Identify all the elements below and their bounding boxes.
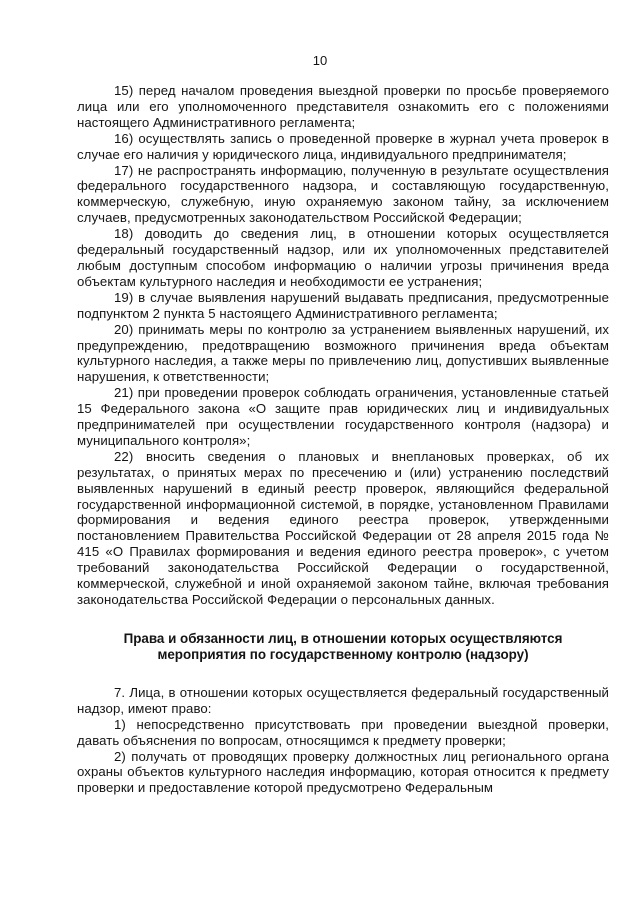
section-heading: Права и обязанности лиц, в отношении которых осуществляются мероприятия по государственному контролю (надзору) [123, 630, 563, 662]
paragraph-item-17: 17) не распространять информацию, полученную в результате осуществления федерального государственного надзора, и составляющую государственную, коммерческую, служебную, иную охраняемую законом тайну, за исключением случаев, предусмотренных законодательством Российской Федерации; [77, 162, 609, 226]
paragraph-item-16: 16) осуществлять запись о проведенной проверке в журнал учета проверок в случае его наличия у юридического лица, индивидуального предпринимателя; [77, 130, 609, 162]
paragraph-item-22: 22) вносить сведения о плановых и внеплановых проверках, об их результатах, о принятых мерах по пресечению и (или) устранению последствий выявленных нарушений в единый реестр проверок, являющийся федеральной государственной информационной системой, в порядке, установленном Правилами формирования и ведения единого реестра проверок, утвержденными постановлением Правительства Российской Федерации от 28 апреля 2015 года № 415 «О Правилах формирования и ведения единого реестра проверок», с учетом требований законодательства Российской Федерации о государственной, коммерческой, служебной и иной охраняемой законом тайне, включая требования законодательства Российской Федерации о персональных данных. [77, 448, 609, 607]
paragraph-clause-7: 7. Лица, в отношении которых осуществляется федеральный государственный надзор, имеют право: [77, 684, 609, 716]
paragraph-item-18: 18) доводить до сведения лиц, в отношении которых осуществляется федеральный государственный надзор, или их уполномоченных представителей любым доступным способом информацию о наличии угрозы причинения вреда объектам культурного наследия и необходимости ее устранения; [77, 226, 609, 289]
document-body [77, 83, 609, 796]
paragraph-item-20: 20) принимать меры по контролю за устранением выявленных нарушений, их предупреждению, предотвращению возможного причинения вреда объектам культурного наследия, а также меры по привлечению лиц, допустивших выявленные нарушения, к ответственности; [77, 321, 609, 385]
paragraph-item-15: 15) перед началом проведения выездной проверки по просьбе проверяемого лица или его уполномоченного представителя ознакомить его с положениями настоящего Административного регламента; [77, 83, 609, 130]
paragraph-item-19: 19) в случае выявления нарушений выдавать предписания, предусмотренные подпунктом 2 пункта 5 настоящего Административного регламента; [77, 289, 609, 321]
page-number: 10 [312, 53, 328, 68]
paragraph-item-21: 21) при проведении проверок соблюдать ограничения, установленные статьей 15 Федерального закона «О защите прав юридических лиц и индивидуальных предпринимателей при осуществлении государственного контроля (надзора) и муниципального контроля»; [77, 385, 609, 448]
paragraph-right-2: 2) получать от проводящих проверку должностных лиц регионального органа охраны объектов культурного наследия информацию, которая относится к предмету проверки и предоставление которой предусмотрено Федеральным [77, 748, 609, 796]
paragraph-right-1: 1) непосредственно присутствовать при проведении выездной проверки, давать объяснения по вопросам, относящимся к предмету проверки; [77, 716, 609, 748]
